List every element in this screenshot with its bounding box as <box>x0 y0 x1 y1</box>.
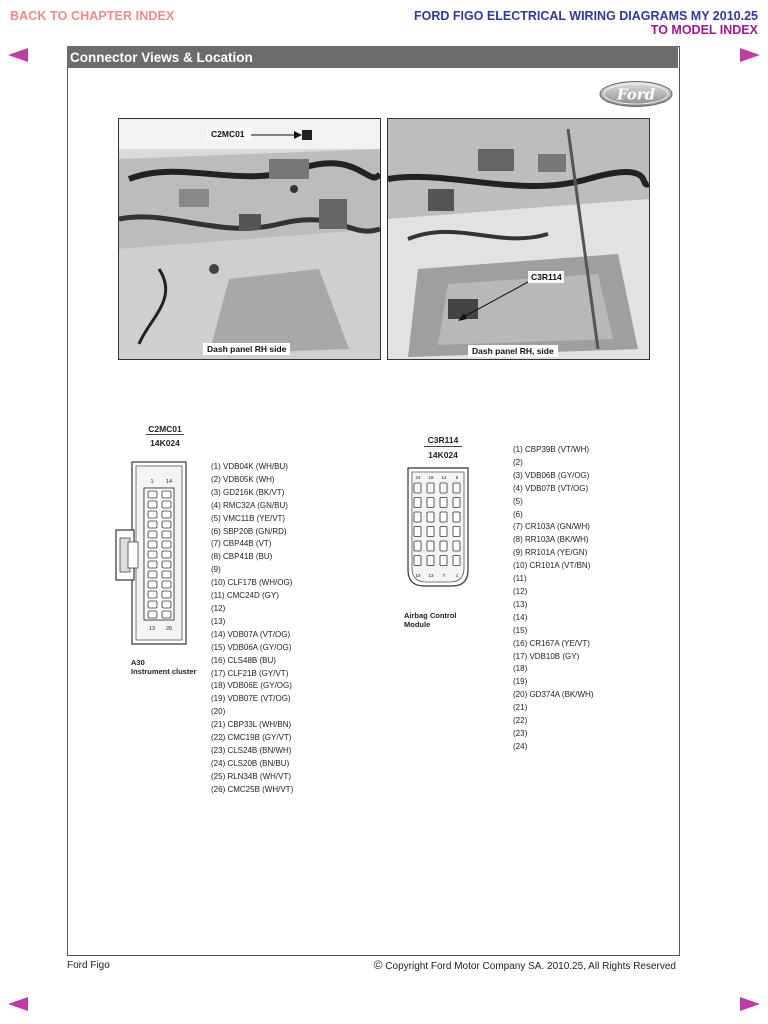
svg-text:13: 13 <box>428 573 434 578</box>
right-pin-cavity <box>427 556 434 566</box>
connector-right-part: 14K024 <box>428 450 458 460</box>
right-pin-1: (1) CBP39B (VT/WH) <box>513 445 590 454</box>
ford-logo <box>598 80 674 108</box>
left-pin-17: (17) CLF21B (GY/VT) <box>211 668 289 678</box>
right-pin-cavity <box>440 527 447 537</box>
connector-left-component-code: A30 <box>131 658 145 667</box>
previous-page-arrow-icon[interactable] <box>8 48 28 62</box>
right-pin-cavity <box>414 556 421 566</box>
left-pin-cavity <box>148 551 157 558</box>
right-pin-cavity <box>453 498 460 508</box>
right-pin-18: (18) <box>513 664 528 674</box>
left-pin-cavity <box>162 591 171 598</box>
left-pin-14: (14) VDB07A (VT/OG) <box>211 629 291 639</box>
left-pin-cavity <box>162 511 171 518</box>
right-pin-7: (7) CR103A (GN/WH) <box>513 522 590 532</box>
left-pin-cavity <box>148 501 157 508</box>
connector-left-part: 14K024 <box>150 438 180 448</box>
left-pin-cavity <box>162 571 171 578</box>
right-pin-23: (23) <box>513 728 528 738</box>
left-pin-21: (21) CBP33L (WH/BN) <box>211 720 292 730</box>
right-pin-21: (21) <box>513 703 528 713</box>
left-pin-12: (12) <box>211 603 226 613</box>
right-pin-19: (19) <box>513 677 528 687</box>
copyright-symbol: © <box>373 958 383 972</box>
right-pin-20: (20) GD374A (BK/WH) <box>513 690 594 700</box>
left-pin-cavity <box>148 571 157 578</box>
next-page-arrow-icon[interactable] <box>740 48 760 62</box>
left-pin-22: (22) CMC19B (GY/VT) <box>211 733 292 743</box>
left-pin-7: (7) CBP44B (VT) <box>211 539 272 549</box>
left-pin-cavity <box>162 581 171 588</box>
left-pin-11: (11) CMC24D (GY) <box>211 591 279 601</box>
left-pin-cavity <box>148 511 157 518</box>
left-pin-18: (18) VDB06E (GY/OG) <box>211 681 292 691</box>
photo1-callout-label: C2MC01 <box>211 129 245 139</box>
connector-right-pin-list <box>513 444 593 754</box>
connector-left-pin-list <box>211 461 293 797</box>
right-pin-cavity <box>414 498 421 508</box>
left-pin-cavity <box>148 531 157 538</box>
left-pin-cavity <box>162 521 171 528</box>
right-pin-5: (5) <box>513 496 523 506</box>
left-pin-cavity <box>148 521 157 528</box>
right-pin-cavity <box>453 556 460 566</box>
document-title: FORD FIGO ELECTRICAL WIRING DIAGRAMS MY 2010.25 <box>413 9 758 23</box>
left-pin-cavity <box>162 501 171 508</box>
right-pin-cavity <box>453 541 460 551</box>
svg-text:14: 14 <box>165 479 173 485</box>
footer-model-name: Ford Figo <box>67 960 110 971</box>
left-pin-cavity <box>148 601 157 608</box>
connector-right-component-name-line2: Module <box>404 620 431 629</box>
right-pin-2: (2) <box>513 457 523 467</box>
left-pin-cavity <box>148 561 157 568</box>
left-pin-13: (13) <box>211 616 226 626</box>
right-pin-cavity <box>427 541 434 551</box>
right-pin-cavity <box>453 483 460 493</box>
location-photo-c2mc01 <box>118 118 381 360</box>
left-pin-cavity <box>148 541 157 548</box>
right-pin-cavity <box>453 512 460 522</box>
left-pin-cavity <box>162 491 171 498</box>
left-pin-3: (3) GD216K (BK/VT) <box>211 487 285 497</box>
left-pin-15: (15) VDB06A (GY/OG) <box>211 642 292 652</box>
right-pin-cavity <box>453 527 460 537</box>
right-pin-cavity <box>427 527 434 537</box>
photo2-callout-label: C3R114 <box>531 272 562 282</box>
left-pin-23: (23) CLS24B (BN/WH) <box>211 745 292 755</box>
left-pin-25: (25) RLN34B (WH/VT) <box>211 771 292 781</box>
previous-page-arrow-bottom-icon[interactable] <box>8 997 28 1011</box>
section-title-bar: Connector Views & Location <box>67 46 678 68</box>
right-pin-14: (14) <box>513 612 528 622</box>
left-pin-26: (26) CMC25B (WH/VT) <box>211 784 294 794</box>
right-pin-cavity <box>414 541 421 551</box>
right-pin-9: (9) RR101A (YE/GN) <box>513 548 588 558</box>
to-model-index-link[interactable]: TO MODEL INDEX <box>650 23 758 37</box>
right-pin-cavity <box>414 527 421 537</box>
copyright-text: Copyright Ford Motor Company SA. 2010.25, All Rights Reserved <box>385 961 676 972</box>
right-pin-cavity <box>427 498 434 508</box>
right-pin-3: (3) VDB06B (GY/OG) <box>513 470 590 480</box>
left-pin-5: (5) VMC11B (YE/VT) <box>211 513 286 523</box>
right-pin-8: (8) RR103A (BK/WH) <box>513 535 589 545</box>
left-pin-cavity <box>162 601 171 608</box>
right-pin-cavity <box>414 512 421 522</box>
left-pin-cavity <box>162 531 171 538</box>
right-pin-6: (6) <box>513 509 523 519</box>
right-pin-cavity <box>427 512 434 522</box>
right-pin-24: (24) <box>513 741 528 751</box>
left-pin-8: (8) CBP41B (BU) <box>211 552 273 562</box>
right-pin-cavity <box>440 556 447 566</box>
connector-right-face-diagram <box>402 466 474 590</box>
connector-right-component-name-line1: Airbag Control <box>404 611 457 620</box>
left-pin-cavity <box>162 561 171 568</box>
left-pin-24: (24) CLS20B (BN/BU) <box>211 758 290 768</box>
footer-copyright <box>374 958 676 972</box>
ford-logo-text: Ford <box>616 85 656 104</box>
left-pin-6: (6) SBP20B (GN/RD) <box>211 526 287 536</box>
connector-right-id: C3R114 <box>427 435 459 445</box>
right-pin-12: (12) <box>513 586 528 596</box>
left-pin-10: (10) CLF17B (WH/OG) <box>211 578 293 588</box>
connector-left-component-name: Instrument cluster <box>131 667 197 676</box>
right-pin-cavity <box>440 512 447 522</box>
right-pin-cavity <box>414 483 421 493</box>
left-pin-cavity <box>162 541 171 548</box>
svg-text:6: 6 <box>455 475 459 480</box>
right-pin-11: (11) <box>513 574 527 584</box>
location-photo-c3r114 <box>387 118 650 360</box>
right-pin-15: (15) <box>513 625 528 635</box>
left-pin-cavity <box>162 551 171 558</box>
svg-text:13: 13 <box>148 626 156 632</box>
next-page-arrow-bottom-icon[interactable] <box>740 997 760 1011</box>
svg-text:19: 19 <box>415 573 421 578</box>
right-pin-cavity <box>440 483 447 493</box>
left-pin-cavity <box>148 581 157 588</box>
left-pin-2: (2) VDB05K (WH) <box>211 474 275 484</box>
photo2-caption: Dash panel RH, side <box>468 345 558 357</box>
right-pin-4: (4) VDB07B (VT/OG) <box>513 483 589 493</box>
left-pin-1: (1) VDB04K (WH/BU) <box>211 462 288 471</box>
right-pin-cavity <box>427 483 434 493</box>
svg-text:24: 24 <box>415 475 421 480</box>
connector-left-id: C2MC01 <box>148 424 182 434</box>
right-pin-10: (10) CR101A (VT/BN) <box>513 561 591 571</box>
left-pin-9: (9) <box>211 565 221 575</box>
svg-text:7: 7 <box>442 573 446 578</box>
connector-left-face-diagram <box>114 460 200 646</box>
left-pin-cavity <box>162 611 171 618</box>
left-pin-20: (20) <box>211 707 226 717</box>
right-pin-22: (22) <box>513 716 528 726</box>
svg-text:12: 12 <box>441 475 447 480</box>
right-pin-cavity <box>440 498 447 508</box>
left-pin-cavity <box>148 591 157 598</box>
svg-text:1: 1 <box>150 479 154 485</box>
back-to-chapter-index-link[interactable]: BACK TO CHAPTER INDEX <box>10 9 175 23</box>
right-pin-16: (16) CR167A (YE/VT) <box>513 638 590 648</box>
svg-text:26: 26 <box>165 626 173 632</box>
photo1-caption: Dash panel RH side <box>203 343 290 355</box>
right-pin-17: (17) VDB10B (GY) <box>513 651 580 661</box>
left-pin-16: (16) CLS48B (BU) <box>211 655 276 665</box>
left-pin-19: (19) VDB07E (VT/OG) <box>211 694 291 704</box>
left-pin-4: (4) RMC32A (GN/BU) <box>211 500 288 510</box>
svg-text:18: 18 <box>428 475 434 480</box>
left-pin-cavity <box>148 611 157 618</box>
left-pin-cavity <box>148 491 157 498</box>
right-pin-cavity <box>440 541 447 551</box>
right-pin-13: (13) <box>513 599 528 609</box>
svg-text:1: 1 <box>455 573 459 578</box>
